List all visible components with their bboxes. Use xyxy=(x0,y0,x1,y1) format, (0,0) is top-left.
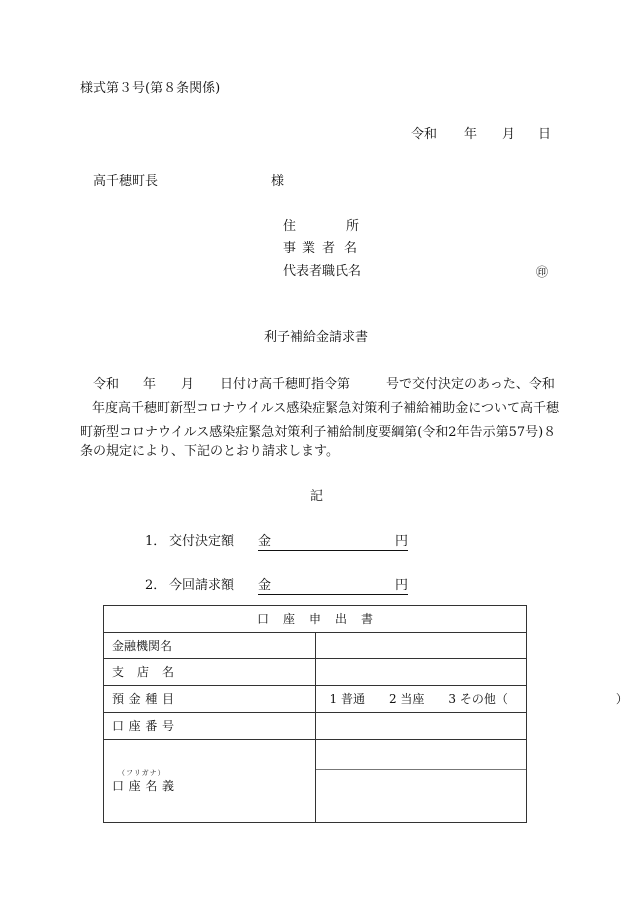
body-line-2: 年度高千穂町新型コロナウイルス感染症緊急対策利子補給補助金について高千穂 xyxy=(92,401,559,416)
holder-char: 義 xyxy=(161,779,174,793)
account-holder-label xyxy=(104,740,316,823)
seal-mark: ㊞ xyxy=(536,265,549,279)
holder-name-field[interactable] xyxy=(316,770,527,822)
date-year: 年 xyxy=(464,127,478,142)
body-number-ref: 号で交付決定のあった、令和 xyxy=(386,377,555,392)
item-1-number: 1． xyxy=(145,534,167,549)
number-char: 号 xyxy=(161,719,174,733)
business-label-4: 名 xyxy=(344,241,358,256)
addressee-honorific: 様 xyxy=(271,174,285,189)
body-date-ref: 日付け高千穂町指令第 xyxy=(220,377,351,392)
holder-char: 座 xyxy=(128,779,141,793)
branch-cell[interactable] xyxy=(315,659,527,686)
business-label-2: 業 xyxy=(302,241,316,256)
account-holder-cell[interactable] xyxy=(315,740,527,823)
representative-label: 代表者職氏名 xyxy=(283,264,362,279)
type-char: 預 xyxy=(112,692,125,706)
branch-char: 支 xyxy=(112,665,125,679)
item-2-suffix: 円 xyxy=(394,578,408,593)
address-label-1: 住 xyxy=(283,219,297,234)
date-month: 月 xyxy=(502,127,516,142)
addressee-name: 高千穂町長 xyxy=(93,174,159,189)
document-title: 利子補給金請求書 xyxy=(264,330,369,345)
header-char: 出 xyxy=(335,612,348,626)
number-char: 番 xyxy=(145,719,158,733)
table-row xyxy=(104,686,527,713)
bank-name-cell[interactable] xyxy=(315,633,527,659)
body-year: 年 xyxy=(143,377,157,392)
account-number-cell[interactable] xyxy=(315,713,527,740)
body-month: 月 xyxy=(181,377,195,392)
address-label-2: 所 xyxy=(346,219,360,234)
header-char: 書 xyxy=(361,612,374,626)
item-1-amount-field xyxy=(258,535,408,551)
item-2-number: 2． xyxy=(145,578,167,593)
account-number-label xyxy=(104,713,316,740)
deposit-type-label xyxy=(104,686,316,713)
header-char: 申 xyxy=(308,612,321,626)
table-header-row xyxy=(104,606,527,633)
holder-char: 口 xyxy=(112,779,125,793)
furigana-label: （フリガナ） xyxy=(118,769,166,777)
type-char: 金 xyxy=(128,692,141,706)
item-2-prefix: 金 xyxy=(258,578,272,593)
header-char: 座 xyxy=(282,612,295,626)
bank-name-text: 金融機関名 xyxy=(112,638,173,653)
business-label-1: 事 xyxy=(283,241,297,256)
branch-char: 店 xyxy=(136,665,149,679)
branch-label xyxy=(104,659,316,686)
account-application-table xyxy=(103,605,628,823)
table-header xyxy=(104,606,527,633)
item-1-label: 交付決定額 xyxy=(169,534,235,549)
type-char: 目 xyxy=(161,692,174,706)
furigana-field[interactable] xyxy=(316,740,527,770)
type-char: 種 xyxy=(145,692,158,706)
ki-mark: 記 xyxy=(310,489,324,504)
bank-name-label xyxy=(104,633,316,659)
deposit-type-options: 1 普通 2 当座 3 その他（ ） xyxy=(329,692,628,706)
business-label-3: 者 xyxy=(322,241,336,256)
number-char: 座 xyxy=(128,719,141,733)
deposit-type-cell[interactable] xyxy=(315,686,628,713)
table-row xyxy=(104,740,527,823)
date-day: 日 xyxy=(538,127,552,142)
body-era-1: 令和 xyxy=(93,377,120,392)
item-2-amount-field xyxy=(258,579,408,595)
date-era: 令和 xyxy=(411,127,438,142)
table-row xyxy=(104,659,527,686)
number-char: 口 xyxy=(112,719,125,733)
body-line-3: 町新型コロナウイルス感染症緊急対策利子補給制度要綱第(令和2年告示第57号)８ xyxy=(80,425,557,440)
holder-char: 名 xyxy=(145,779,158,793)
item-1-suffix: 円 xyxy=(394,534,408,549)
item-2-label: 今回請求額 xyxy=(169,578,235,593)
header-char: 口 xyxy=(256,612,269,626)
table-row xyxy=(104,633,527,659)
form-number: 様式第３号(第８条関係) xyxy=(80,81,221,96)
item-1-prefix: 金 xyxy=(258,534,272,549)
branch-char: 名 xyxy=(161,665,174,679)
table-row xyxy=(104,713,527,740)
body-line-4: 条の規定により、下記のとおり請求します。 xyxy=(80,444,339,459)
